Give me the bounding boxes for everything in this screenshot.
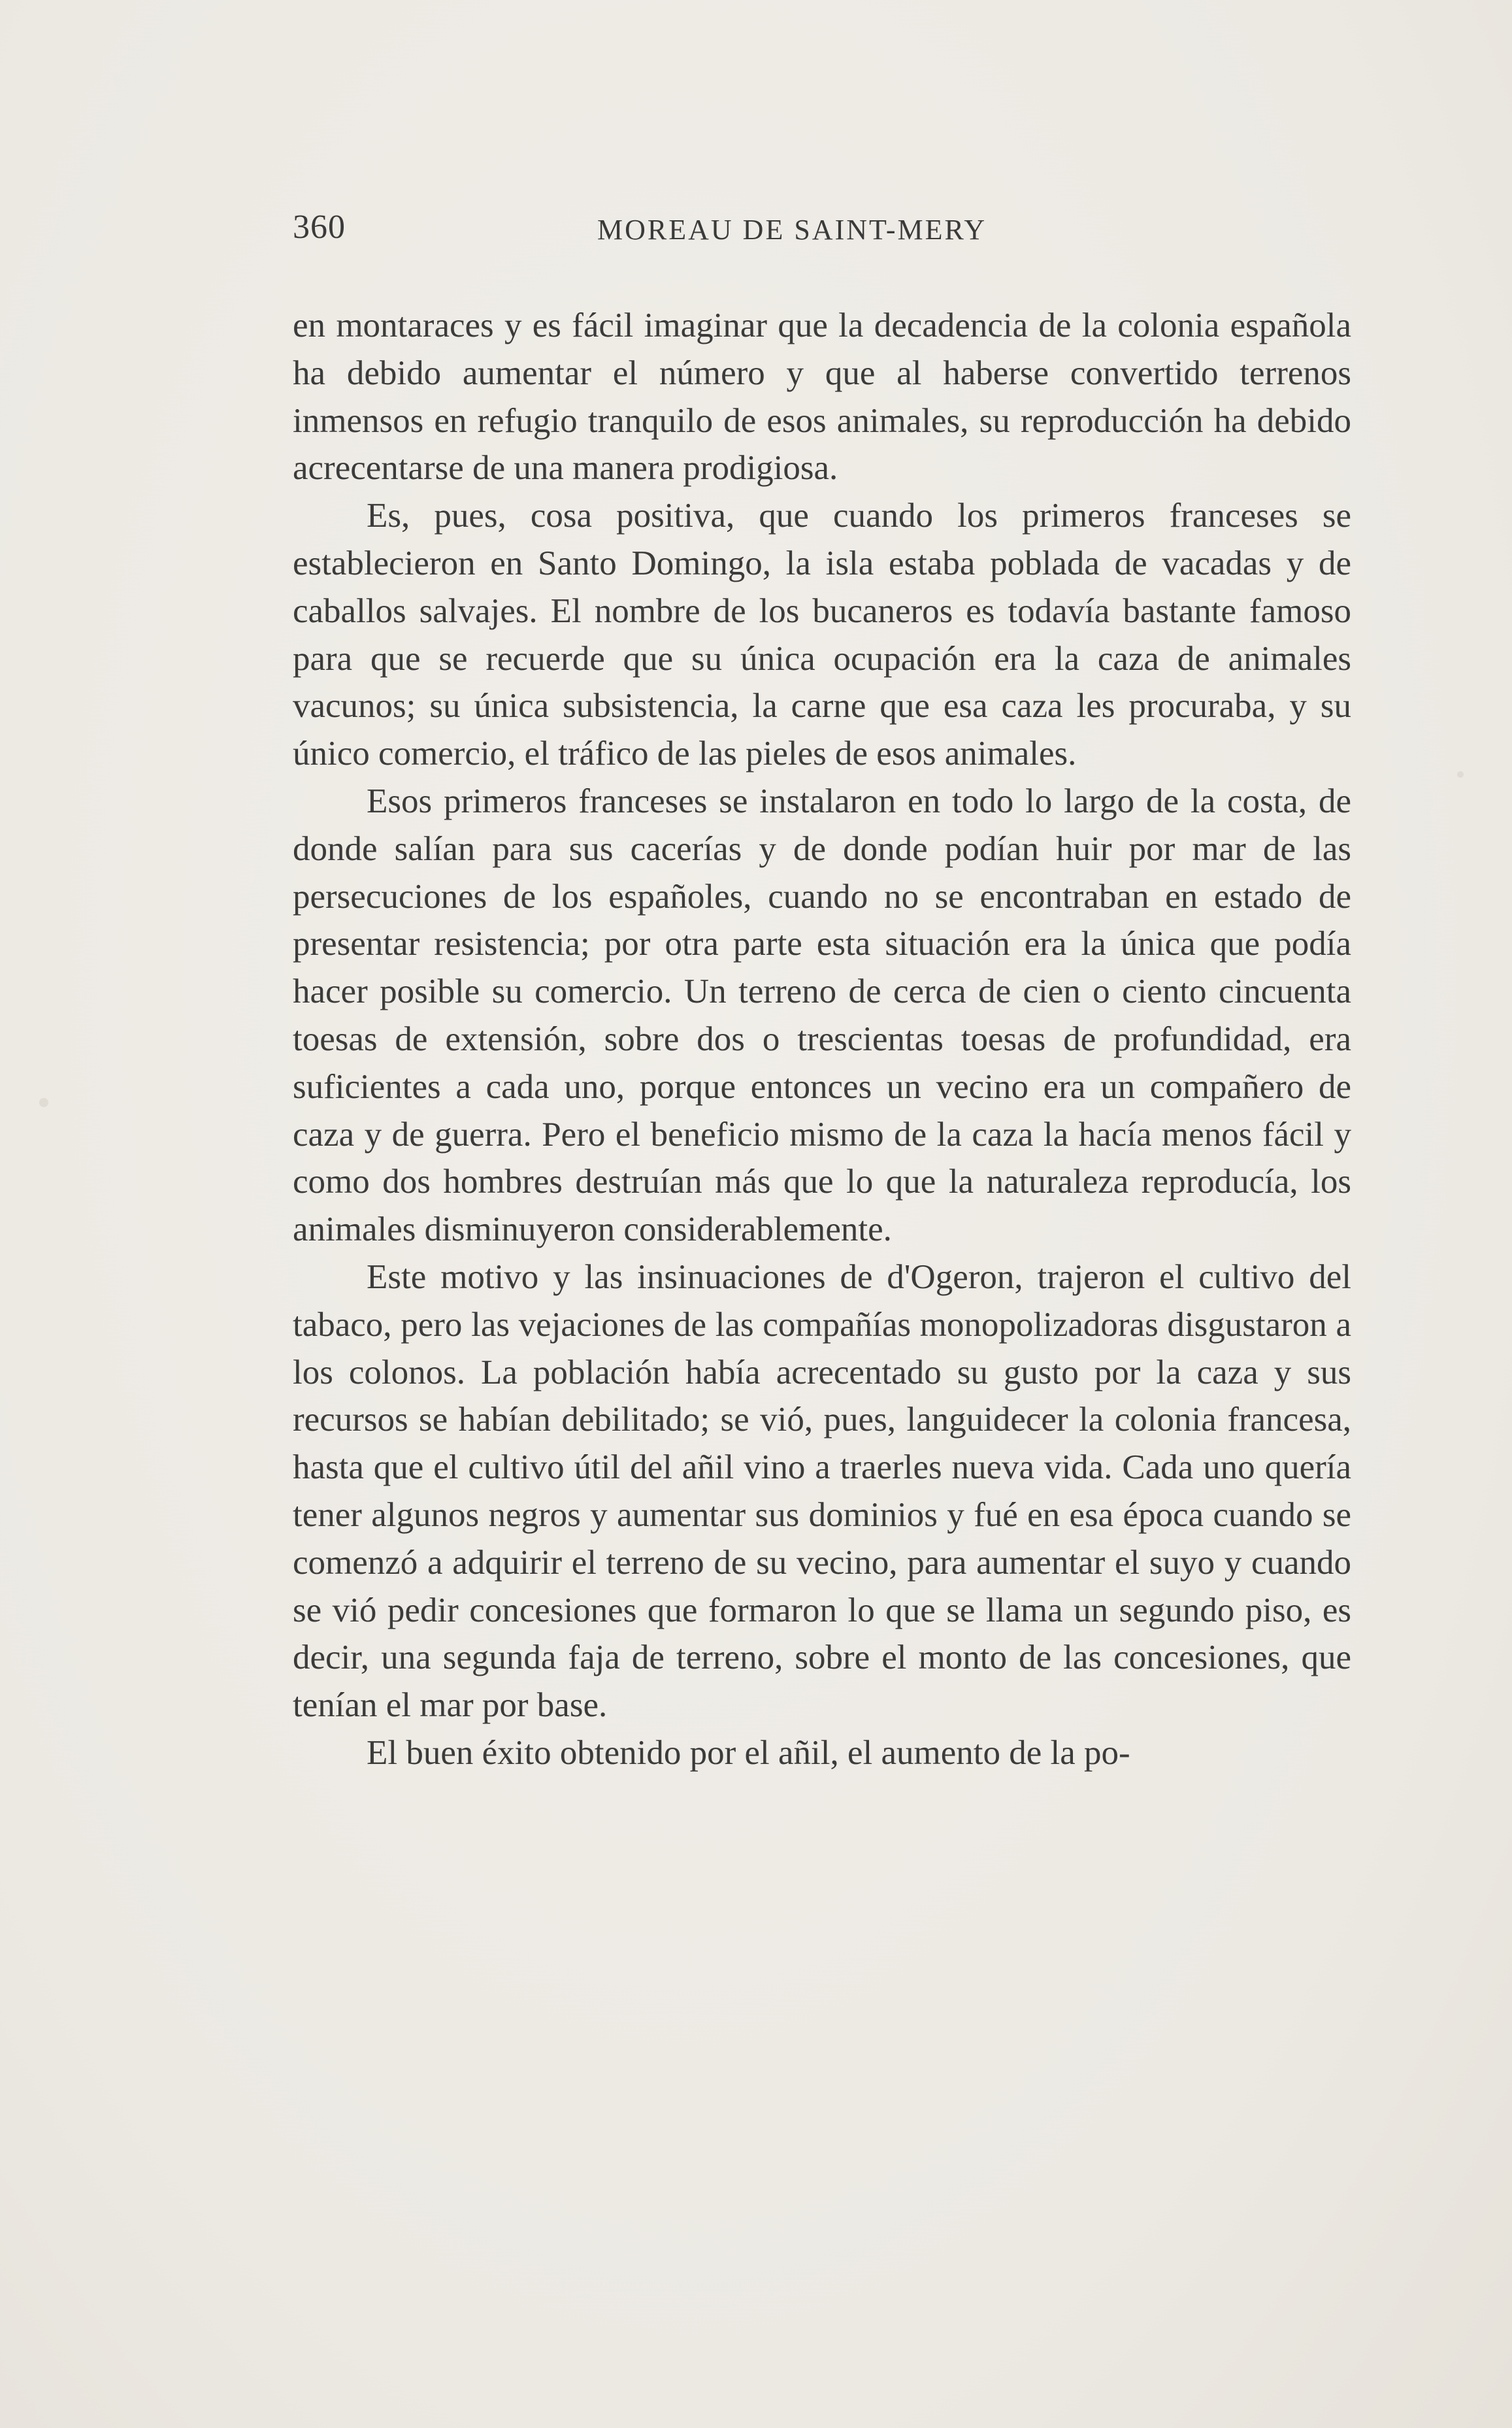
- paper-spot: [39, 1098, 48, 1107]
- paper-spot: [1457, 771, 1464, 778]
- page-header: [293, 208, 1351, 260]
- paragraph: El buen éxito obtenido por el añil, el aumento de la po-: [367, 1733, 1130, 1772]
- paragraph: Es, pues, cosa positiva, que cuando los primeros franceses se establecieron en Santo Domingo, la isla estaba poblada de vacadas y de caballos salvajes. El nombre de los bucaneros es todavía bastante famoso para que se recuerde que su única ocupación era la caza de animales vacunos; su única subsistencia, la carne que esa caza les procuraba, y su único comercio, el tráfico de las pieles de esos animales.: [293, 497, 1351, 773]
- paragraph: en montaraces y es fácil imaginar que la decadencia de la colonia española ha debido aumentar el número y que al haberse convertido terrenos inmensos en refugio tranquilo de esos animales, su reproducción ha debido acrecentarse de una manera prodigiosa.: [293, 307, 1351, 488]
- running-head: MOREAU DE SAINT-MERY: [597, 214, 987, 246]
- body-text: [293, 302, 1351, 1777]
- paragraph: Esos primeros franceses se instalaron en todo lo largo de la costa, de donde salían para sus cacerías y de donde podían huir por mar de las persecuciones de los españoles, cuando no se encontraban en estado de presentar resistencia; por otra parte esta situación era la única que podía hacer posible su comercio. Un terreno de cerca de cien o ciento cincuenta toesas de extensión, sobre dos o trescientas toesas de profundidad, era suficientes a cada uno, porque entonces un vecino era un compañero de caza y de guerra. Pero el beneficio mismo de la caza la hacía menos fácil y como dos hombres destruían más que lo que la naturaleza reproducía, los animales disminuyeron considerablemente.: [293, 782, 1351, 1249]
- page-number: 360: [293, 208, 346, 246]
- paragraph: Este motivo y las insinuaciones de d'Ogeron, trajeron el cultivo del tabaco, pero las vejaciones de las compañías monopolizadoras disgustaron a los colonos. La población había acrecentado su gusto por la caza y sus recursos se habían debilitado; se vió, pues, languidecer la colonia francesa, hasta que el cultivo útil del añil vino a traerles nueva vida. Cada uno quería tener algunos negros y aumentar sus dominios y fué en esa época cuando se comenzó a adquirir el terreno de su vecino, para aumentar el suyo y cuando se vió pedir concesiones que formaron lo que se llama un segundo piso, es decir, una segunda faja de terreno, sobre el monto de las concesiones, que tenían el mar por base.: [293, 1257, 1351, 1725]
